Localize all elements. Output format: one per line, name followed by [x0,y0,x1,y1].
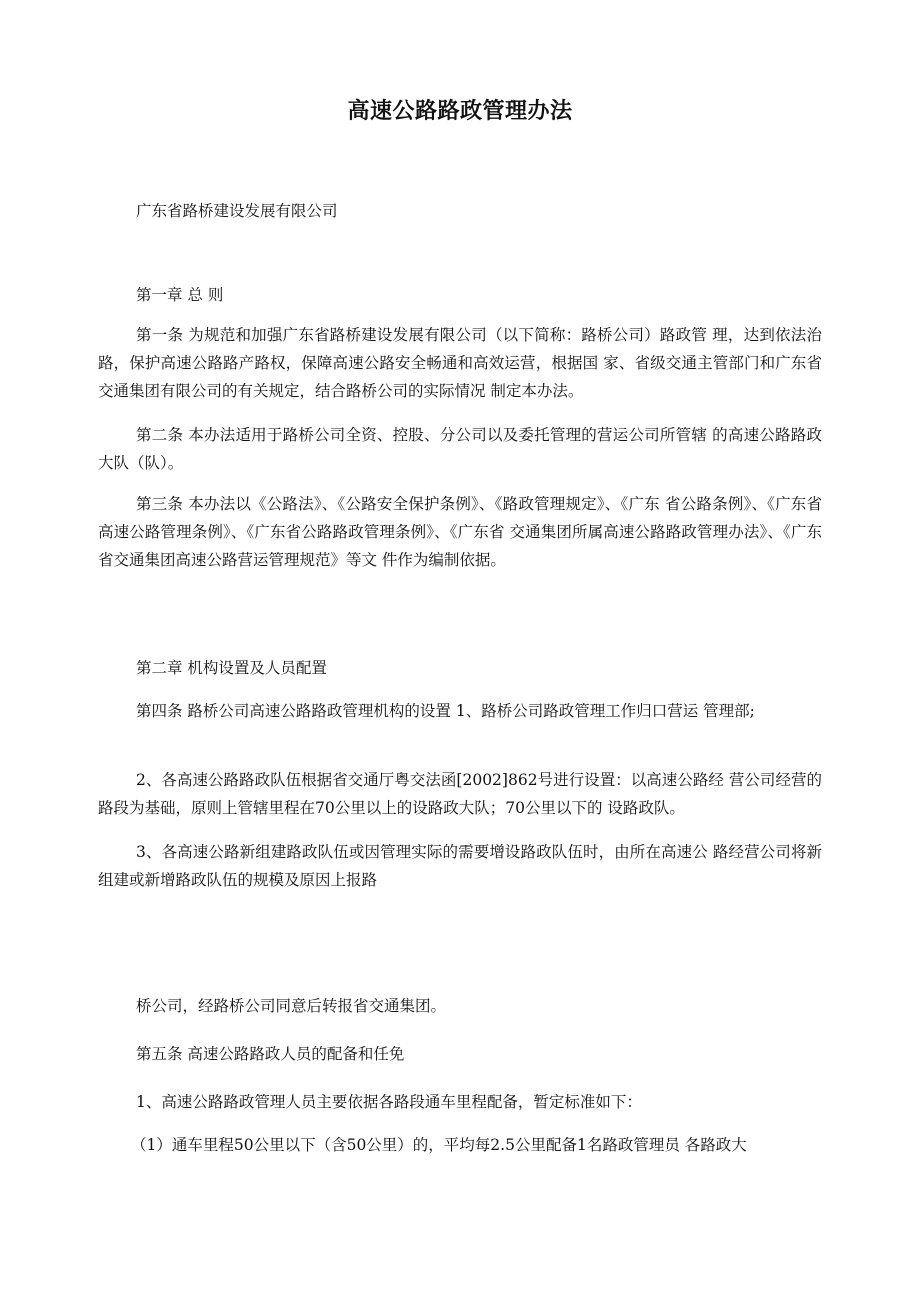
company-name: 广东省路桥建设发展有限公司 [136,202,338,220]
article-4-item-3-continuation: 桥公司，经路桥公司同意后转报省交通集团。 [136,997,447,1015]
article-1: 第一条 为规范和加强广东省路桥建设发展有限公司（以下简称：路桥公司）路政管 理，达到依法治路，保护高速公路路产路权，保障高速公路安全畅通和高效运营，根据国 家、省级交通主管部门和广东省交通集团有限公司的有关规定，结合路桥公司的实际情况 制定本办法。 [98,326,822,400]
article-2: 第二条 本办法适用于路桥公司全资、控股、分公司以及委托管理的营运公司所管辖 的高速公路路政大队（队）。 [98,426,822,472]
chapter-1-heading: 第一章 总 则 [136,286,224,304]
article-4: 第四条 路桥公司高速公路路政管理机构的设置 1、路桥公司路政管理工作归口营运 管理部; [136,702,755,720]
article-3: 第三条 本办法以《公路法》、《公路安全保护条例》、《路政管理规定》、《广东 省公路条例》、《广东省高速公路管理条例》、《广东省公路路政管理条例》、《广东省 交通集团所属高速公路路政管理办法》、《广东省交通集团高速公路营运管理规范》等文 件作为编制依据。 [98,495,822,569]
document-title: 高速公路路政管理办法 [347,99,573,124]
chapter-2-heading: 第二章 机构设置及人员配置 [136,659,327,677]
article-5-sub-item-1: （1）通车里程50公里以下（含50公里）的，平均每2.5公里配备1名路政管理员 各路政大 [131,1136,747,1154]
article-4-item-2: 2、各高速公路路政队伍根据省交通厅粤交法函[2002]862号进行设置：以高速公路经 营公司经营的路段为基础，原则上管辖里程在70公里以上的设路政大队；70公里以下的 设路政队。 [98,771,822,817]
article-5-item-1: 1、高速公路路政管理人员主要依据各路段通车里程配备，暂定标准如下： [136,1093,642,1111]
article-5: 第五条 高速公路路政人员的配备和任免 [136,1045,405,1063]
article-4-item-3: 3、各高速公路新组建路政队伍或因管理实际的需要增设路政队伍时，由所在高速公 路经营公司将新组建或新增路政队伍的规模及原因上报路 [98,843,822,889]
